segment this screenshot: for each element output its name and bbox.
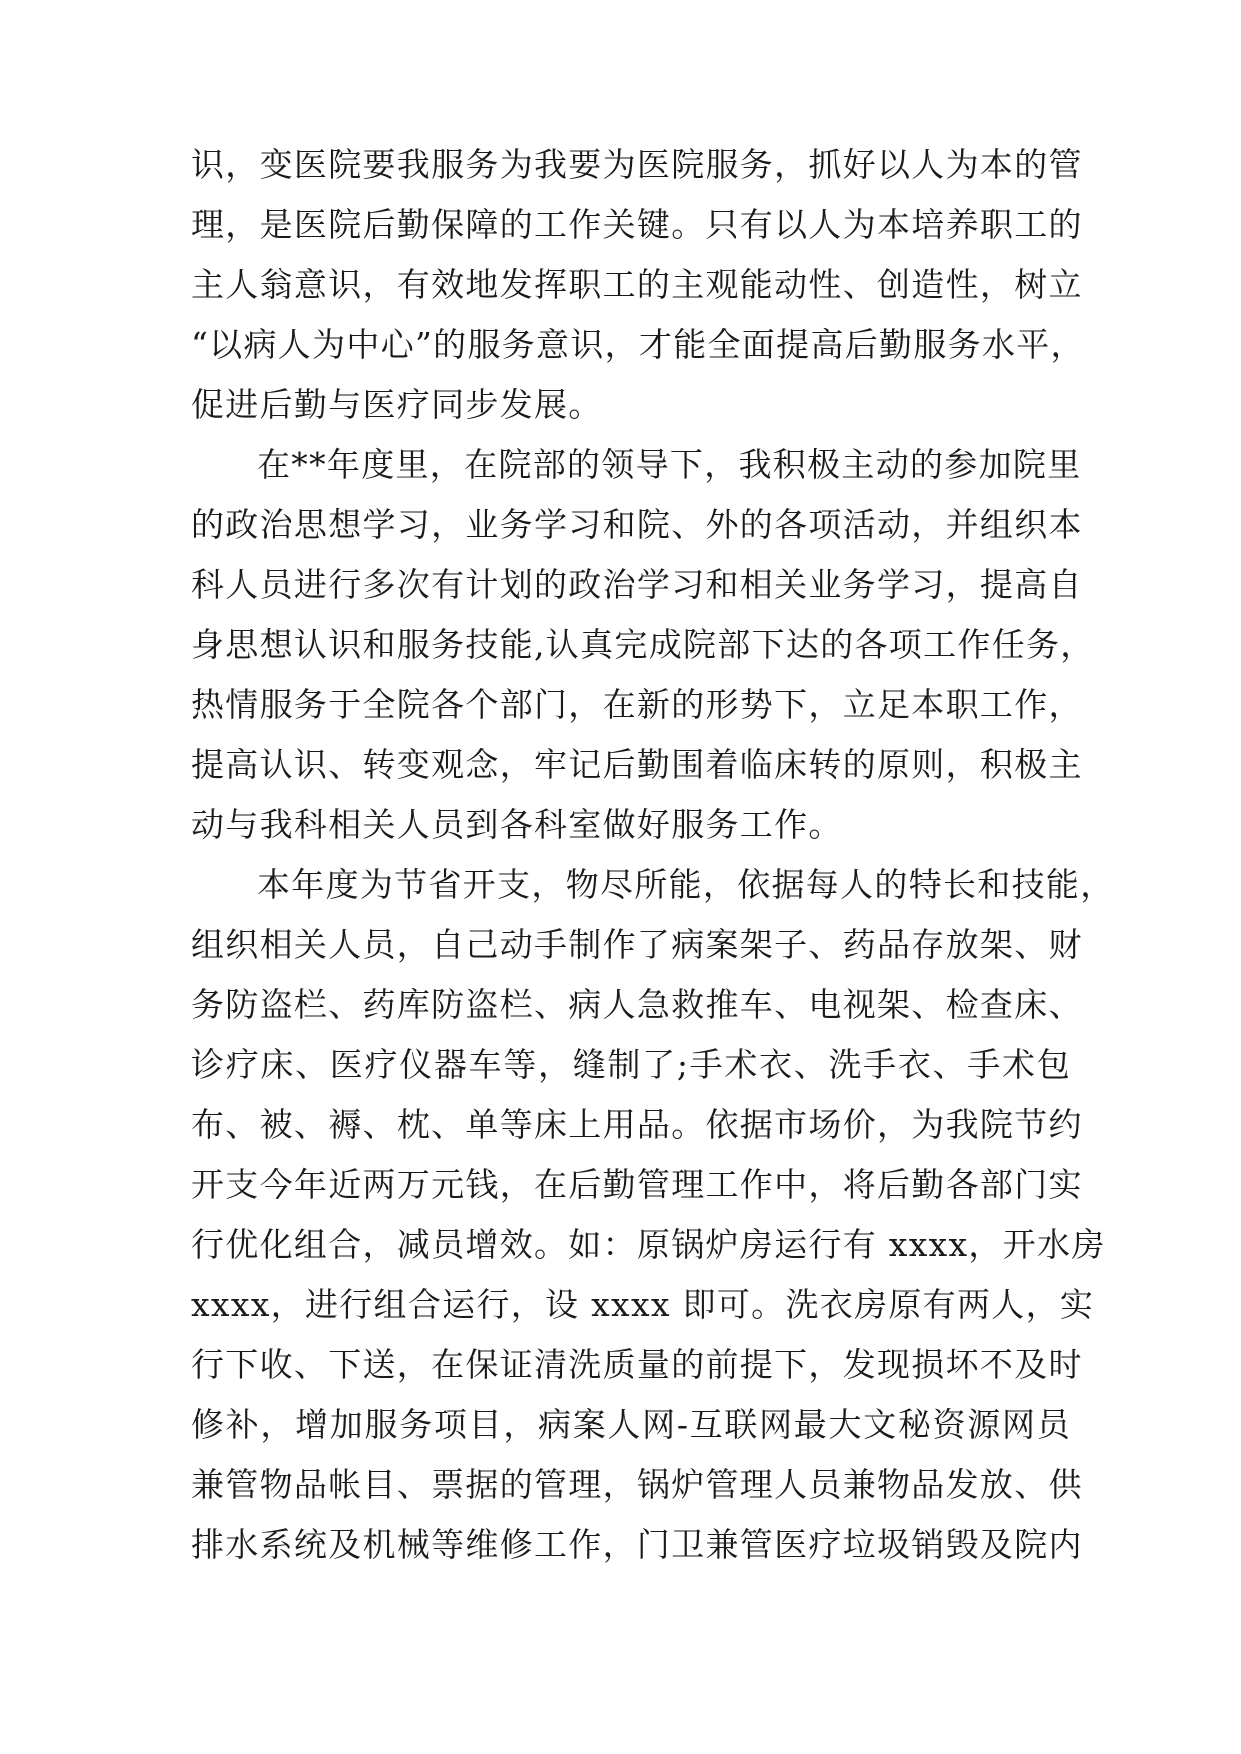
text-line: 务防盗栏、药库防盗栏、病人急救推车、电视架、检查床、 <box>191 985 1083 1024</box>
paragraph-first-line: 本年度为节省开支，物尽所能，依据每人的特长和技能， <box>257 865 1115 904</box>
text-line: 识，变医院要我服务为我要为医院服务，抓好以人为本的管 <box>191 145 1083 184</box>
text-line: “以病人为中心”的服务意识，才能全面提高后勤服务水平， <box>191 325 1085 364</box>
text-line: 提高认识、转变观念，牢记后勤围着临床转的原则，积极主 <box>191 745 1083 784</box>
text-line: 身思想认识和服务技能,认真完成院部下达的各项工作任务， <box>191 625 1095 664</box>
text-line: 理，是医院后勤保障的工作关键。只有以人为本培养职工的 <box>191 205 1083 244</box>
text-line: xxxx，进行组合运行，设 xxxx 即可。洗衣房原有两人，实 <box>191 1285 1095 1324</box>
text-line: 行下收、下送，在保证清洗质量的前提下，发现损坏不及时 <box>191 1345 1083 1384</box>
text-line: 行优化组合，减员增效。如：原锅炉房运行有 xxxx，开水房 <box>191 1225 1106 1264</box>
text-line: 科人员进行多次有计划的政治学习和相关业务学习，提高自 <box>191 565 1083 604</box>
text-line: 兼管物品帐目、票据的管理，锅炉管理人员兼物品发放、供 <box>191 1465 1083 1504</box>
text-line: 热情服务于全院各个部门，在新的形势下，立足本职工作， <box>191 685 1083 724</box>
paragraph-first-line: 在**年度里，在院部的领导下，我积极主动的参加院里 <box>257 445 1082 484</box>
text-line: 布、被、褥、枕、单等床上用品。依据市场价，为我院节约 <box>191 1105 1083 1144</box>
text-line: 组织相关人员，自己动手制作了病案架子、药品存放架、财 <box>191 925 1083 964</box>
text-line: 促进后勤与医疗同步发展。 <box>191 385 603 424</box>
text-line: 开支今年近两万元钱，在后勤管理工作中，将后勤各部门实 <box>191 1165 1083 1204</box>
document-body <box>191 135 1115 1575</box>
text-line: 修补，增加服务项目，病案人网-互联网最大文秘资源网员 <box>191 1405 1071 1444</box>
text-line: 的政治思想学习，业务学习和院、外的各项活动，并组织本 <box>191 505 1083 544</box>
text-line: 诊疗床、医疗仪器车等，缝制了;手术衣、洗手衣、手术包 <box>191 1045 1071 1084</box>
text-line: 动与我科相关人员到各科室做好服务工作。 <box>191 805 843 844</box>
text-line: 主人翁意识，有效地发挥职工的主观能动性、创造性，树立 <box>191 265 1083 304</box>
text-line: 排水系统及机械等维修工作，门卫兼管医疗垃圾销毁及院内 <box>191 1525 1083 1564</box>
